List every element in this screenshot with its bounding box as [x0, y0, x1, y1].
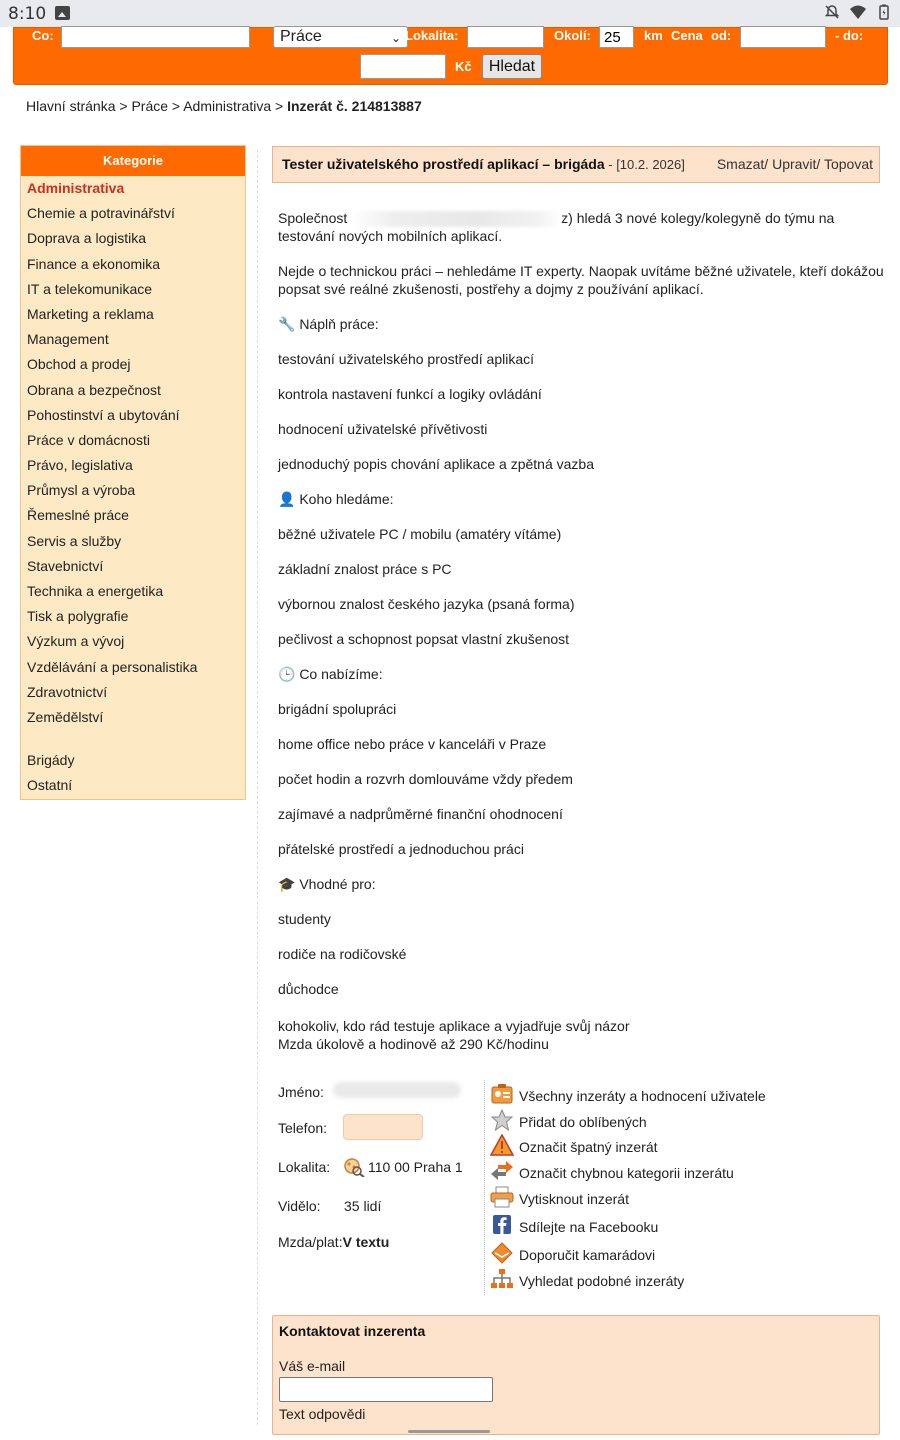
sitemap-icon: [490, 1268, 514, 1290]
sidebar-item-technika[interactable]: Technika a energetika: [27, 583, 164, 599]
link-label: Sdílejte na Facebooku: [519, 1219, 659, 1235]
cena-label: Cena: [671, 28, 703, 43]
battery-icon: [876, 4, 892, 20]
sidebar-item-prumysl[interactable]: Průmysl a výroba: [27, 482, 136, 499]
price-to-input[interactable]: [360, 54, 446, 79]
closing-line-1: kohokoliv, kdo rád testuje aplikace a vyjadřuje svůj názor: [278, 1018, 630, 1034]
search-bar: [13, 27, 888, 85]
reply-text-label: Text odpovědi: [279, 1406, 366, 1422]
co-label: Co:: [32, 28, 54, 43]
user-card-icon: [490, 1083, 514, 1105]
sidebar-item-doprava[interactable]: Doprava a logistika: [27, 230, 147, 247]
salary-value: V textu: [342, 1234, 390, 1250]
requirement-item: pečlivost a schopnost popsat vlastní zkušenost: [278, 631, 570, 647]
sidebar-item-it[interactable]: IT a telekomunikace: [27, 280, 153, 297]
sidebar-item-zdravotnictvi[interactable]: Zdravotnictví: [27, 683, 108, 700]
wifi-icon: [850, 4, 866, 20]
offer-item: počet hodin a rozvrh domlouváme vždy předem: [278, 771, 573, 787]
search-button[interactable]: Hledat: [482, 54, 542, 79]
notifications-off-icon: [824, 4, 840, 20]
keyword-input[interactable]: [61, 26, 250, 48]
sidebar-item-administrativa[interactable]: Administrativa: [27, 180, 125, 196]
link-label: Vytisknout inzerát: [519, 1191, 629, 1207]
intro-line-1: [278, 210, 868, 227]
name-row: [278, 1084, 324, 1100]
category-sidebar: [20, 145, 246, 800]
printer-icon: [490, 1186, 514, 1208]
price-from-input[interactable]: [740, 26, 826, 48]
link-label: Vyhledat podobné inzeráty: [519, 1273, 685, 1289]
currency-label: Kč: [455, 59, 472, 74]
chevron-down-icon: ⌄: [390, 31, 401, 45]
phone-label: Telefon:: [278, 1120, 328, 1136]
offer-item: home office nebo práce v kanceláři v Praze: [278, 736, 547, 752]
swap-arrows-icon: [490, 1160, 514, 1182]
email-label: Váš e-mail: [279, 1358, 346, 1374]
offer-item: brigádní spolupráci: [278, 701, 397, 717]
sidebar-item-marketing[interactable]: Marketing a reklama: [27, 305, 154, 322]
od-label: od:: [711, 28, 732, 43]
link-label: Všechny inzeráty a hodnocení uživatele: [519, 1088, 766, 1104]
status-time: 8:10: [8, 4, 47, 24]
views-label: Vidělo:: [278, 1198, 321, 1214]
section-heading-suitable: 🎓 Vhodné pro:: [278, 876, 376, 892]
sidebar-item-chemie[interactable]: Chemie a potravinářství: [27, 205, 175, 222]
category-select[interactable]: [273, 26, 408, 48]
sidebar-title: Kategorie: [21, 146, 245, 176]
warning-icon: [490, 1134, 514, 1156]
closing-line-2: Mzda úkolově a hodinově až 290 Kč/hodinu: [278, 1036, 549, 1052]
recommend-icon: [490, 1242, 514, 1264]
duty-item: testování uživatelského prostředí aplikací: [278, 351, 535, 367]
sidebar-item-obchod[interactable]: Obchod a prodej: [27, 356, 131, 373]
map-search-icon[interactable]: [343, 1157, 365, 1177]
link-label: Označit chybnou kategorii inzerátu: [519, 1165, 734, 1181]
duty-item: hodnocení uživatelské přívětivosti: [278, 421, 488, 437]
name-label: Jméno:: [278, 1084, 324, 1100]
sidebar-item-vyzkum[interactable]: Výzkum a vývoj: [27, 633, 125, 650]
offer-item: přátelské prostředí a jednoduchou práci: [278, 841, 524, 857]
intro-text-b: z) hledá 3 nové kolegy/kolegyně do týmu na: [561, 210, 835, 226]
status-icons: [824, 4, 892, 20]
sidebar-item-management[interactable]: Management: [27, 331, 109, 348]
ad-date: - [10.2. 2026]: [604, 157, 685, 172]
section-heading-offer: 🕒 Co nabízíme:: [278, 666, 383, 682]
suitable-item: důchodce: [278, 981, 339, 997]
breadcrumb-path[interactable]: Hlavní stránka > Práce > Administrativa >: [26, 98, 288, 114]
lokalita-label: Lokalita:: [405, 28, 459, 43]
phone-reveal-button[interactable]: [343, 1114, 423, 1140]
sidebar-item-stavebnictvi[interactable]: Stavebnictví: [27, 557, 104, 574]
details-divider: [484, 1080, 485, 1295]
requirement-item: výbornou znalost českého jazyka (psaná forma): [278, 596, 575, 612]
sidebar-item-vzdelavani[interactable]: Vzdělávání a personalistika: [27, 658, 198, 675]
requirement-item: běžné uživatele PC / mobilu (amatéry vítáme): [278, 526, 562, 542]
email-field[interactable]: [279, 1377, 493, 1402]
location-label: Lokalita:: [278, 1159, 331, 1175]
facebook-icon: [490, 1214, 514, 1236]
redacted-name: [333, 1082, 461, 1098]
link-label: Doporučit kamarádovi: [519, 1247, 656, 1263]
sidebar-item-remeslne[interactable]: Řemeslné práce: [27, 507, 129, 524]
phone-row: [278, 1120, 327, 1136]
sidebar-item-zemedelstvi[interactable]: Zemědělství: [27, 708, 104, 725]
star-icon: [490, 1109, 514, 1131]
ad-header: [272, 146, 880, 183]
suitable-item: rodiče na rodičovské: [278, 946, 407, 962]
section-heading-requirements: 👤 Koho hledáme:: [278, 491, 394, 507]
breadcrumb: [26, 98, 422, 114]
intro-text-a: Společnost: [278, 210, 352, 226]
column-divider: [257, 150, 258, 1425]
gesture-nav-handle[interactable]: [408, 1430, 490, 1433]
location-value: 110 00 Praha 1: [368, 1159, 463, 1175]
link-label: Přidat do oblíbených: [519, 1114, 647, 1130]
sidebar-item-tisk[interactable]: Tisk a polygrafie: [27, 608, 129, 625]
views-row: [278, 1198, 382, 1214]
ad-title-text: Tester uživatelského prostředí aplikací – brigáda: [282, 156, 605, 172]
offer-item: zajímavé a nadprůměrné finanční ohodnocení: [278, 806, 563, 822]
location-row: [278, 1159, 463, 1175]
image-notification-icon: [55, 6, 70, 20]
sidebar-item-pohostinstvi[interactable]: Pohostinství a ubytování: [27, 406, 180, 423]
salary-label: Mzda/plat:: [278, 1234, 343, 1250]
category-select-value: Práce: [280, 28, 322, 45]
suitable-item: studenty: [278, 911, 331, 927]
sidebar-item-obrana[interactable]: Obrana a bezpečnost: [27, 381, 161, 398]
para2-line-1: Nejde o technickou práci – nehledáme IT experty. Naopak uvítáme běžné uživatele, kteří dokážou: [278, 263, 884, 279]
sidebar-item-servis[interactable]: Servis a služby: [27, 532, 122, 549]
intro-line-2: testování nových mobilních aplikací.: [278, 228, 503, 244]
do-label: - do:: [835, 28, 864, 43]
sidebar-item-brigady[interactable]: Brigády: [27, 752, 75, 769]
okoli-label: Okolí:: [554, 28, 591, 43]
ad-title: [282, 156, 685, 172]
section-heading-duties: 🔧 Náplň práce:: [278, 316, 379, 332]
contact-title: Kontaktovat inzerenta: [279, 1323, 426, 1339]
category-list: [21, 176, 245, 799]
link-label: Označit špatný inzerát: [519, 1139, 658, 1155]
redacted-company-name: [351, 211, 561, 227]
duty-item: jednoduchý popis chování aplikace a zpětná vazba: [278, 456, 594, 472]
sidebar-item-finance[interactable]: Finance a ekonomika: [27, 255, 161, 272]
breadcrumb-current: Inzerát č. 214813887: [287, 98, 422, 114]
sidebar-item-ostatni[interactable]: Ostatní: [27, 777, 73, 794]
status-bar: [0, 0, 900, 27]
para2-line-2: popsat své reálné zkušenosti, postřehy a dojmy z používání aplikací.: [278, 281, 704, 297]
requirement-item: základní znalost práce s PC: [278, 561, 452, 577]
sidebar-item-domacnost[interactable]: Práce v domácnosti: [27, 431, 150, 448]
sidebar-item-pravo[interactable]: Právo, legislativa: [27, 457, 133, 474]
ad-actions[interactable]: Smazat/ Upravit/ Topovat: [716, 156, 873, 172]
views-value: 35 lidí: [344, 1198, 382, 1214]
radius-input[interactable]: [599, 26, 634, 48]
location-input[interactable]: [467, 26, 544, 48]
contact-form: [272, 1315, 880, 1435]
duty-item: kontrola nastavení funkcí a logiky ovládání: [278, 386, 542, 402]
km-label: km: [644, 28, 663, 43]
salary-row: [278, 1234, 389, 1250]
